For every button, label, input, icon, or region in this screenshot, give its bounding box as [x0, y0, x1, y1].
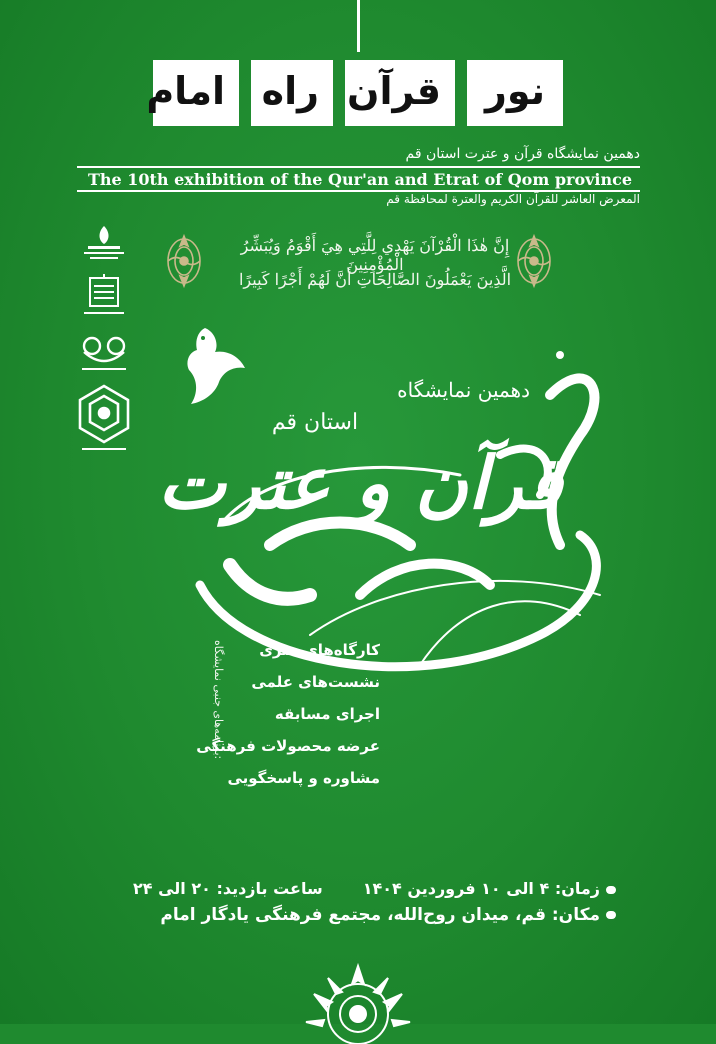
info-visit-hours: ساعت بازدید: ۲۰ الی ۲۴ [132, 879, 323, 898]
title-word-3: راه [251, 60, 333, 126]
subtitle-rule-top [77, 166, 640, 168]
subtitle-persian: دهمین نمایشگاه قرآن و عترت استان قم [405, 146, 640, 162]
program-heading: برنامه‌های جنبی نمایشگاه: [212, 640, 225, 760]
program-item: مشاوره و پاسخگویی [227, 769, 380, 787]
calligraphy-exhibition-label: دهمین نمایشگاه [397, 378, 530, 402]
subtitle-arabic: المعرض العاشر للقرآن الکریم والعترة لمحافظة قم [386, 192, 640, 206]
mandala-icon [300, 944, 416, 1044]
info-place-row [116, 905, 616, 925]
verse-line-2: الَّذِينَ يَعْمَلُونَ الصَّالِحَاتِ أَنَّ لَهُمْ أَجْرًا كَبِيرًا [238, 270, 512, 289]
title-banner [0, 60, 716, 126]
bullet-icon [606, 886, 616, 894]
ornament-medallion-icon [162, 232, 206, 290]
info-place: مکان: قم، میدان روح‌الله، مجتمع فرهنگی یادگار امام [160, 905, 600, 925]
title-word-4: امام [153, 60, 239, 126]
subtitle-english: The 10th exhibition of the Qur'an and Etrat of Qom province [87, 170, 633, 189]
sponsor-logo-2 [74, 272, 134, 320]
info-time-row [116, 879, 616, 898]
title-word-2: قرآن [345, 60, 455, 126]
info-time: زمان: ۴ الی ۱۰ فروردین ۱۴۰۴ [362, 879, 600, 898]
title-word-1: نور [467, 60, 563, 126]
sponsor-logo-3 [74, 330, 134, 374]
sponsor-logo-1 [74, 222, 134, 262]
calligraphy-province-label: استان قم [271, 410, 359, 435]
top-divider-line [357, 0, 360, 52]
verse-line-1: إِنَّ هٰذَا الْقُرْآنَ يَهْدِي لِلَّتِي هِيَ أَقْوَمُ وَيُبَشِّرُ الْمُؤْمِنِينَ [240, 236, 510, 274]
bullet-icon [606, 911, 616, 919]
sponsor-logo-4 [74, 382, 134, 456]
program-item: نشست‌های علمی [251, 673, 380, 691]
calligraphy-main-title: قرآن و عترت [157, 440, 563, 525]
program-item: عرضه محصولات فرهنگی [196, 737, 380, 755]
program-item: اجرای مسابقه [274, 705, 380, 723]
program-item: کارگاه‌های هنری [259, 641, 380, 659]
